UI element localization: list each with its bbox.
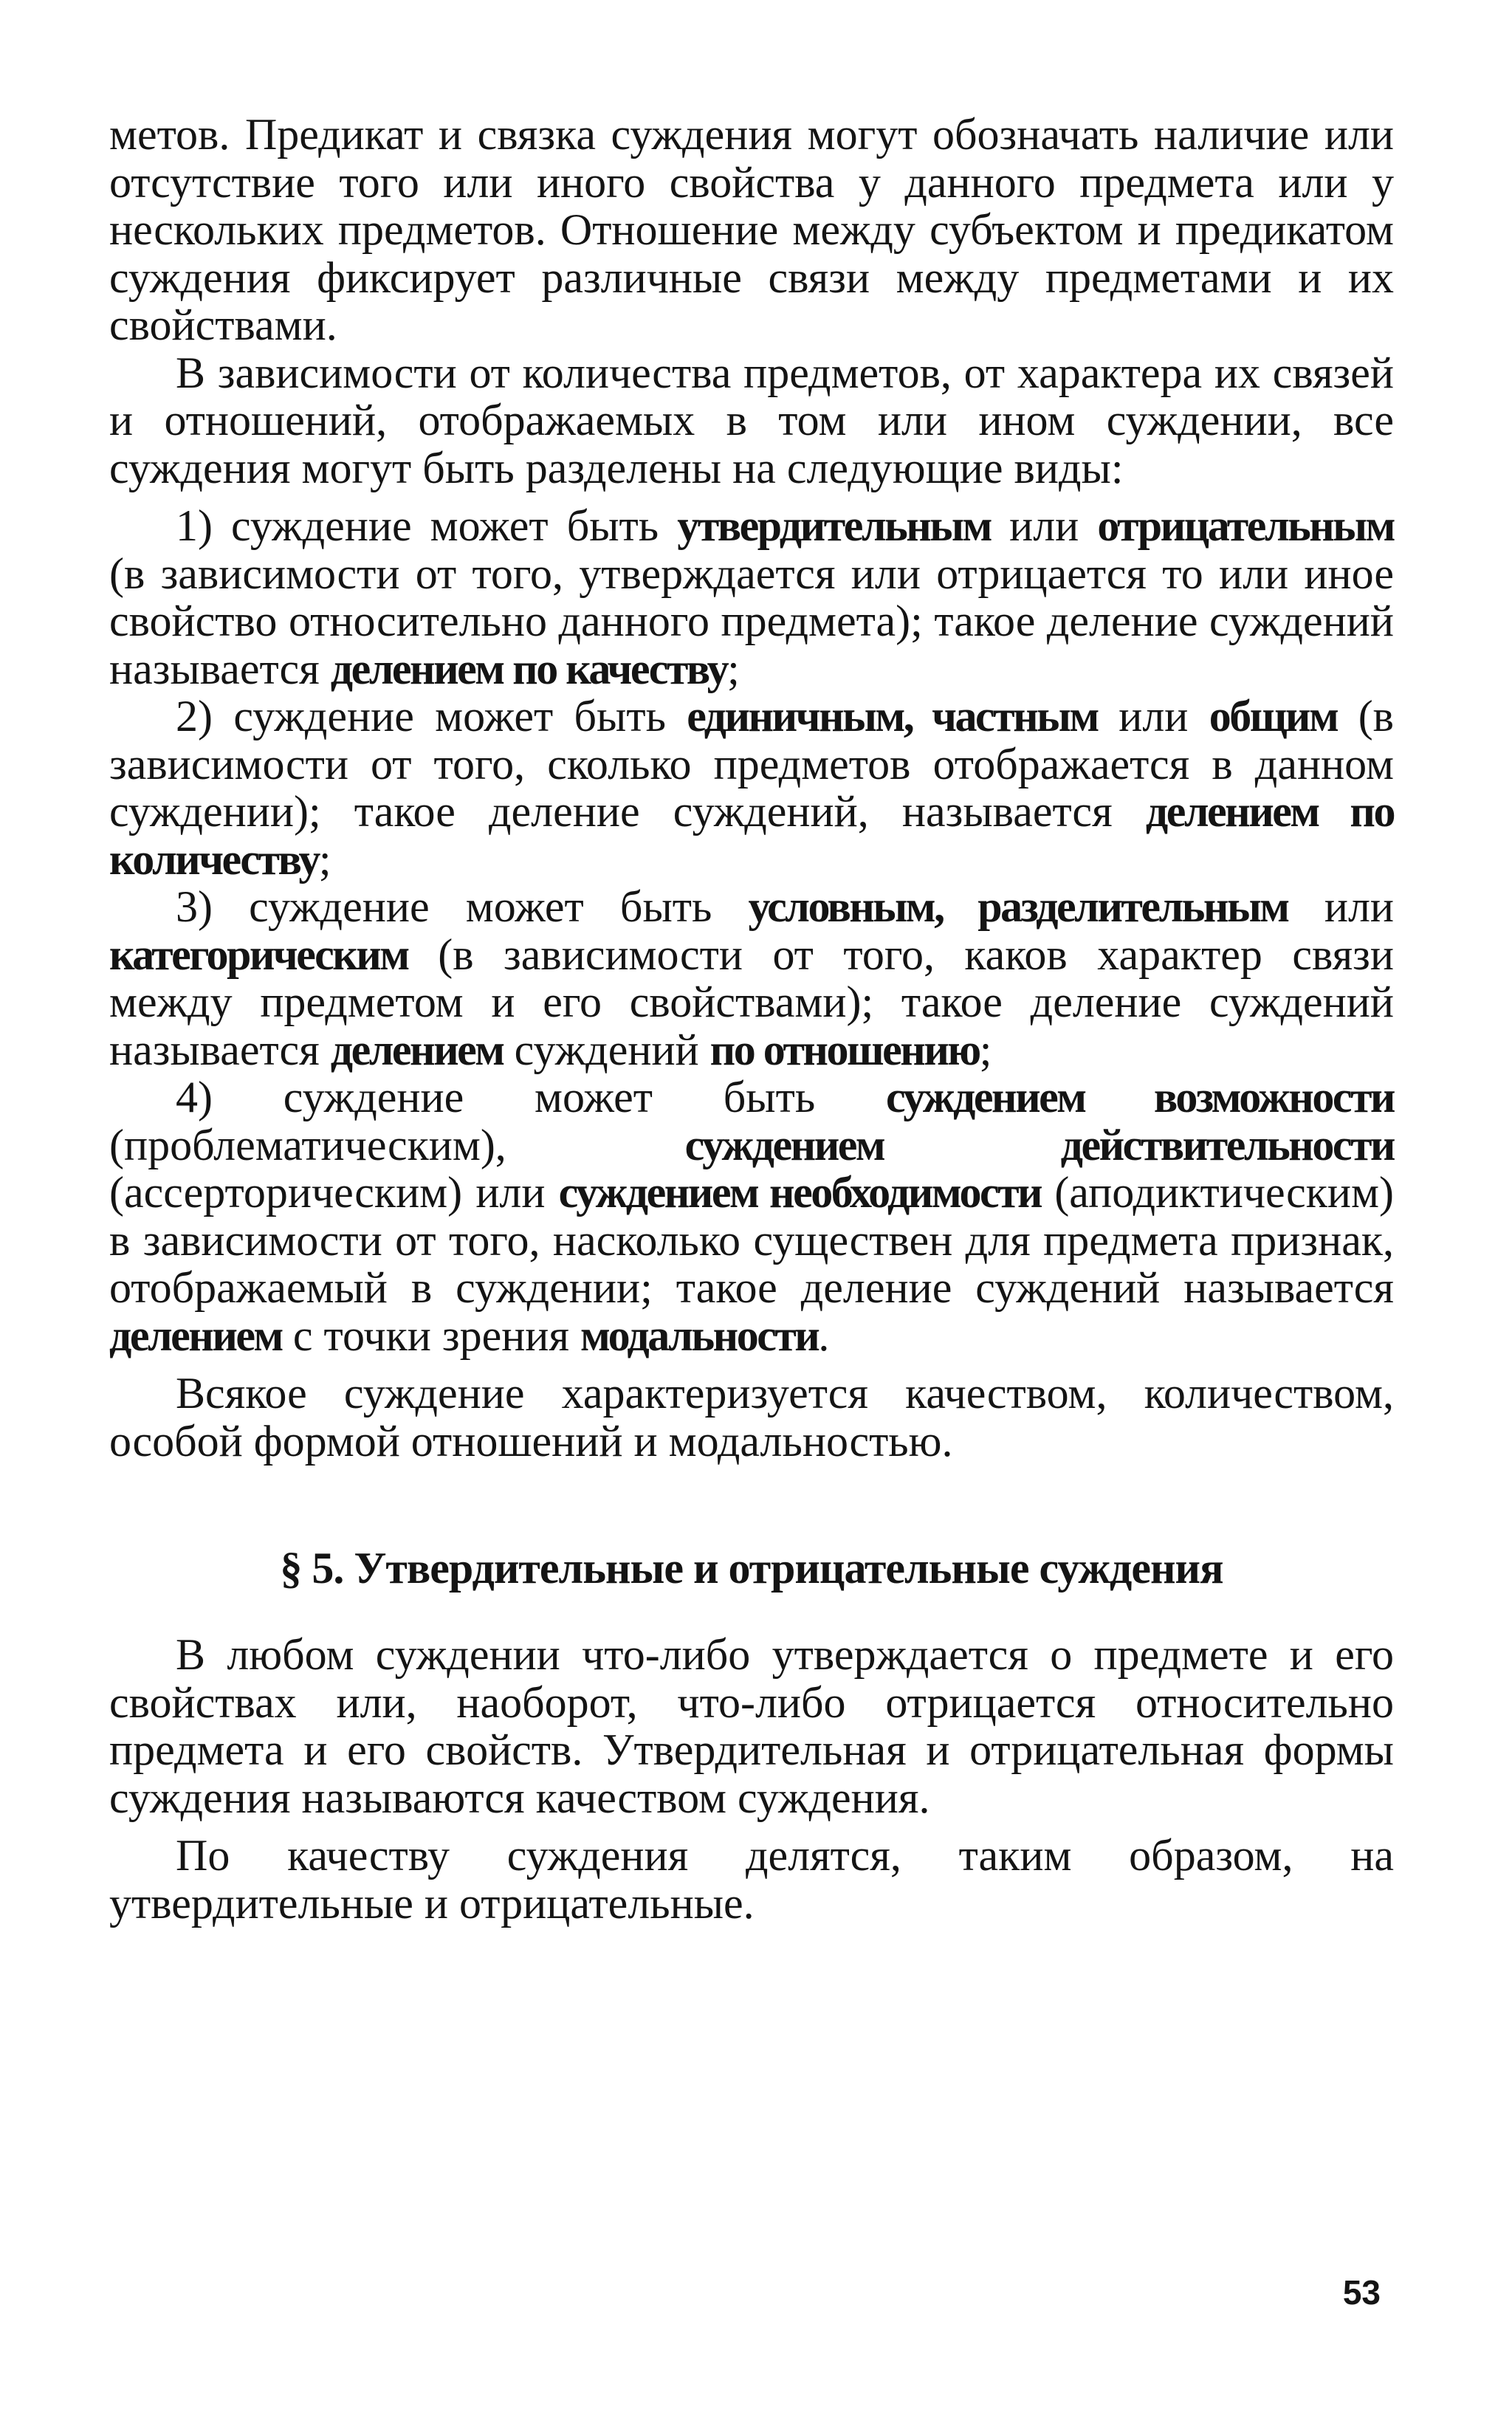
- text-run: По качеству суждения делятся, таким образом, на утвердительные и отрицательные.: [109, 1831, 1394, 1928]
- paragraph: [109, 1631, 1394, 1821]
- text-run: (проблематическим),: [109, 1120, 685, 1169]
- text-run: (в зависимости от того, утверждается или отрицается то или иное свойство относительно данного предмета); такое деление суждений называется: [109, 549, 1394, 693]
- text-run: В зависимости от количества предметов, от характера их связей и отношений, отображаемых в том или ином суждении, все суждения могут быть разделены на следующие виды:: [109, 348, 1394, 492]
- text-run: (в зависимости от того, сколько предметов отображается в данном суждении); такое деление суждений, называется: [109, 692, 1394, 836]
- paragraph: [109, 349, 1394, 492]
- bold-term: суждением необходимости: [558, 1168, 1042, 1217]
- paragraph: [109, 502, 1394, 693]
- paragraph: [109, 1073, 1394, 1359]
- text-run: с точки зрения: [281, 1310, 581, 1360]
- bold-term: суждением действительности: [684, 1120, 1394, 1169]
- section-heading: § 5. Утвердительные и отрицательные суждения: [280, 1544, 1223, 1593]
- bold-term: суждением возможности: [885, 1073, 1394, 1121]
- paragraph: [109, 1832, 1394, 1927]
- text-run: (ассерторическим) или: [109, 1168, 559, 1217]
- paragraph: [109, 693, 1394, 883]
- bold-term: общим: [1209, 692, 1338, 741]
- text-run: или: [991, 501, 1098, 550]
- bold-term: делением: [330, 1025, 504, 1074]
- bold-term: делением по количеству: [109, 787, 1394, 884]
- page-body: [109, 111, 1394, 1927]
- text-run: ;: [727, 644, 740, 693]
- bold-term: делением: [109, 1310, 282, 1360]
- bold-term: категорическим: [109, 930, 408, 979]
- text-run: Всякое суждение характеризуется качеством, количеством, особой формой отношений и модальностью.: [109, 1369, 1394, 1466]
- text-run: (аподиктическим) в зависимости от того, насколько существен для предмета признак, отображаемый в суждении; такое деление суждений называется: [109, 1168, 1394, 1312]
- text-run: суждений: [503, 1025, 710, 1074]
- text-run: .: [818, 1310, 830, 1360]
- paragraph: [109, 111, 1394, 349]
- bold-term: отрицательным: [1097, 501, 1394, 550]
- text-run: или: [1097, 692, 1209, 741]
- paragraphs-bottom: [109, 1631, 1394, 1927]
- text-run: или: [1288, 882, 1394, 931]
- text-run: 4) суждение может быть: [176, 1073, 886, 1121]
- bold-term: по отношению: [709, 1025, 980, 1074]
- text-run: ;: [979, 1025, 992, 1074]
- paragraphs-top: [109, 111, 1394, 1465]
- text-run: (в зависимости от того, каков характер связи между предметом и его свойствами); такое деление суждений называется: [109, 930, 1394, 1074]
- bold-term: единичным, частным: [687, 692, 1098, 741]
- text-run: В любом суждении что-либо утверждается о предмете и его свойствах или, наоборот, что-либо отрицается относительно предмета и его свойств. Утвердительная и отрицательная формы суждения называются качеством суждения.: [109, 1630, 1394, 1822]
- text-run: ;: [318, 834, 331, 884]
- text-run: метов. Предикат и связка суждения могут обозначать наличие или отсутствие того или иного свойства у данного предмета или у нескольких предметов. Отношение между субъектом и предикатом суждения фиксирует различные связи между предметами и их свойствами.: [109, 110, 1394, 349]
- bold-term: делением по качеству: [330, 644, 728, 693]
- text-run: 1) суждение может быть: [176, 501, 678, 550]
- paragraph: [109, 883, 1394, 1073]
- bold-term: условным, разделительным: [748, 882, 1288, 931]
- text-run: 2) суждение может быть: [176, 692, 687, 741]
- paragraph: [109, 1370, 1394, 1465]
- bold-term: утвердительным: [677, 501, 992, 550]
- bold-term: модальности: [580, 1310, 819, 1360]
- text-run: 3) суждение может быть: [176, 882, 749, 931]
- page-number: 53: [1342, 2273, 1381, 2312]
